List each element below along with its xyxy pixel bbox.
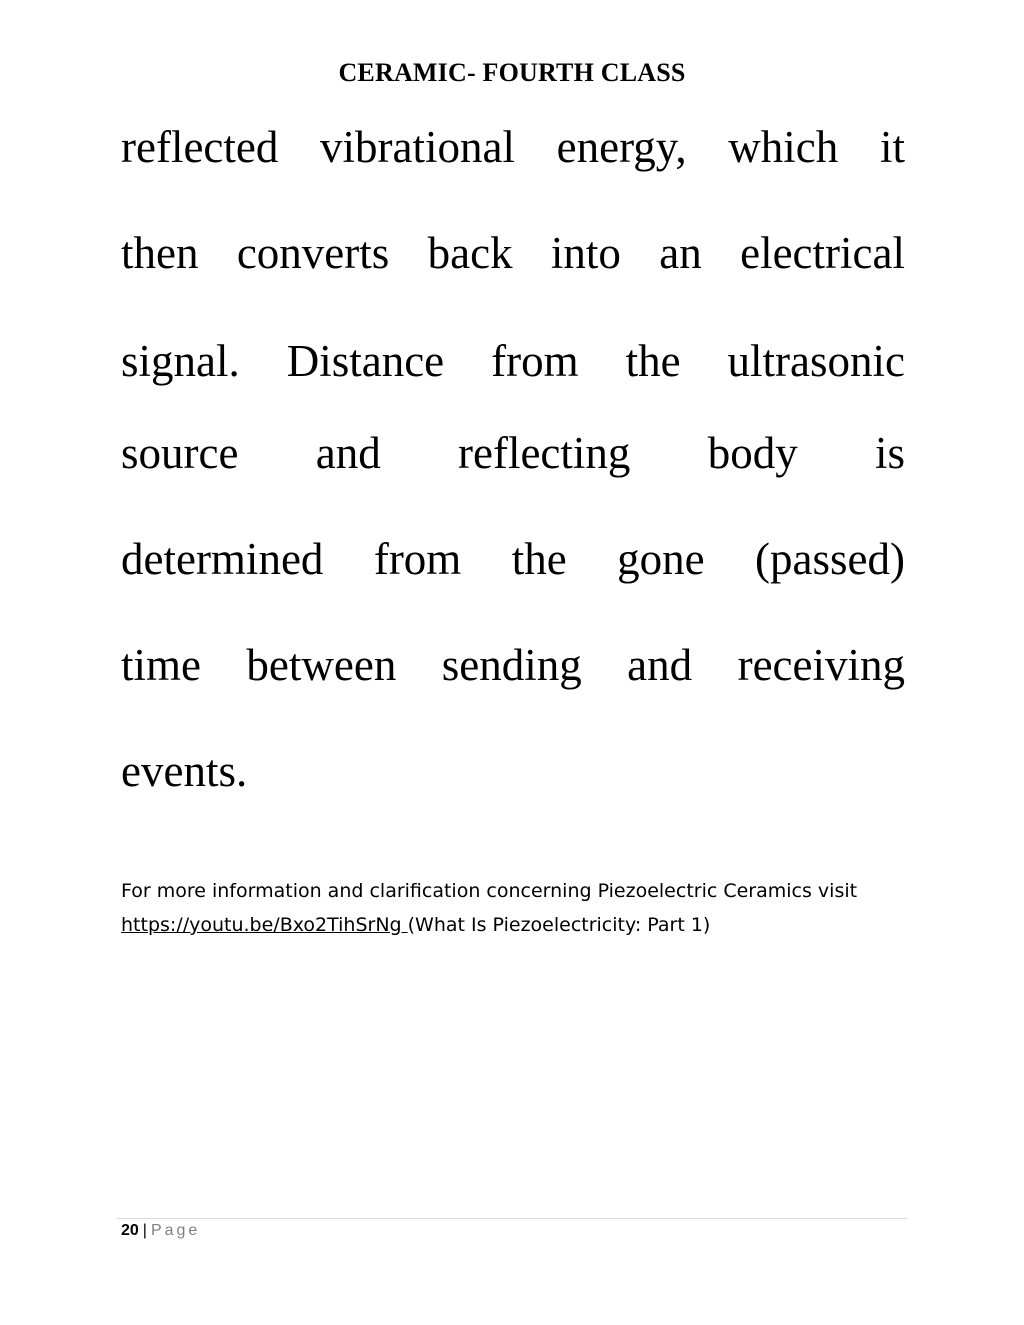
footer-divider — [117, 1218, 907, 1219]
word: from — [373, 534, 462, 584]
word: electrical — [740, 228, 905, 278]
page-footer — [121, 1222, 200, 1240]
word: an — [659, 228, 702, 278]
paragraph-line-5 — [121, 534, 905, 584]
word: the — [625, 336, 681, 386]
word: then — [121, 228, 199, 278]
word: the — [511, 534, 567, 584]
page-label: Page — [150, 1222, 201, 1239]
paragraph-line-1 — [121, 122, 905, 172]
word: into — [550, 228, 621, 278]
youtube-link[interactable]: https://youtu.be/Bxo2TihSrNg — [121, 914, 408, 936]
word: receiving — [737, 640, 905, 690]
paragraph-line-2 — [121, 228, 905, 278]
word: (passed) — [755, 534, 905, 584]
word: gone — [617, 534, 705, 584]
word: sending — [441, 640, 582, 690]
word: reflected — [121, 122, 279, 172]
word: source — [121, 428, 239, 478]
word: determined — [121, 534, 324, 584]
word: between — [246, 640, 397, 690]
word: time — [121, 640, 201, 690]
word: vibrational — [320, 122, 515, 172]
word: from — [491, 336, 579, 386]
word: body — [707, 428, 798, 478]
word: and — [315, 428, 381, 478]
paragraph-line-7 — [121, 746, 905, 796]
word: reflecting — [458, 428, 631, 478]
word: events. — [121, 746, 248, 796]
paragraph-line-4 — [121, 428, 905, 478]
page-header: CERAMIC- FOURTH CLASS — [338, 58, 686, 87]
word: which — [728, 122, 839, 172]
paragraph-line-6 — [121, 640, 905, 690]
word: energy, — [556, 122, 687, 172]
word: and — [627, 640, 693, 690]
footer-separator: | — [142, 1222, 147, 1239]
word: signal. — [121, 336, 240, 386]
info-line-2 — [121, 914, 710, 936]
word: back — [427, 228, 513, 278]
paragraph-line-3 — [121, 336, 905, 386]
page-number: 20 — [121, 1222, 139, 1239]
word: is — [874, 428, 905, 478]
word: converts — [236, 228, 390, 278]
link-description: (What Is Piezoelectricity: Part 1) — [407, 914, 711, 936]
word: Distance — [286, 336, 445, 386]
word: ultrasonic — [727, 336, 905, 386]
word: it — [879, 122, 905, 172]
info-line-1: For more information and clarification concerning Piezoelectric Ceramics visit — [121, 880, 858, 902]
